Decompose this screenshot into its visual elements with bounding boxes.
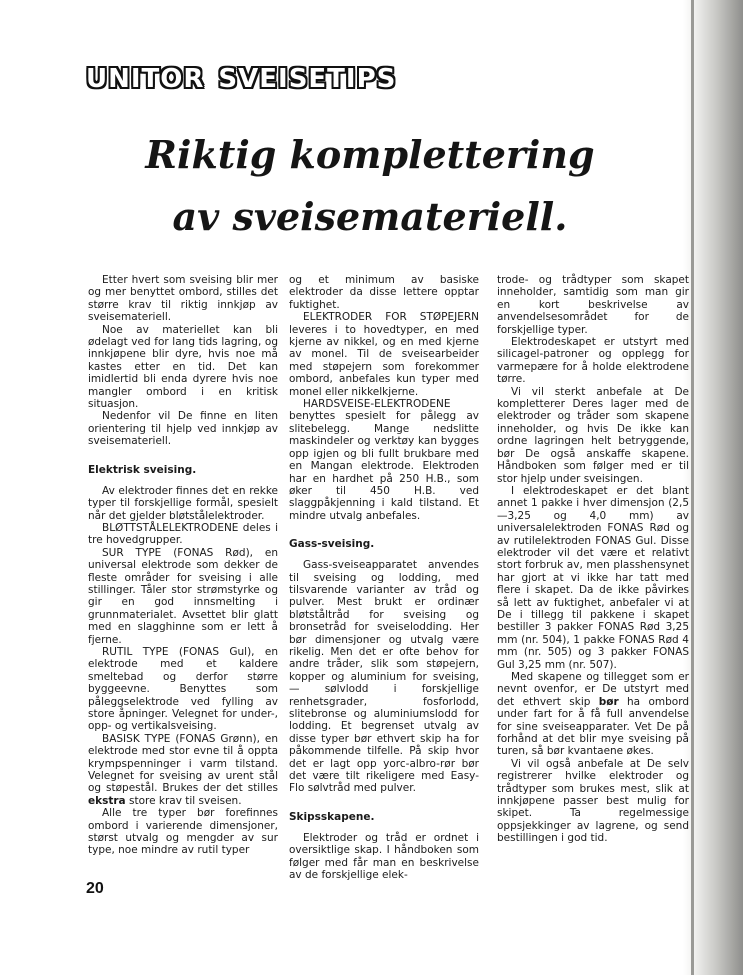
text-column-2 <box>289 274 479 881</box>
paragraph: Elektroder og tråd er ordnet i oversiktlige skap. I håndboken som følger med får man en beskrivelse av de forskjellige elek- <box>289 831 479 882</box>
paragraph: Etter hvert som sveising blir mer og mer benyttet ombord, stilles det større krav til riktig innkjøp av sveisemateriell. <box>88 274 278 324</box>
bold-text: bør <box>598 695 619 708</box>
paragraph: og et minimum av basiske elektroder da disse lettere opptar fuktighet. <box>289 274 479 311</box>
paragraph: Alle tre typer bør forefinnes ombord i varierende dimensjoner, størst utvalg og mengder av sur type, noe mindre av rutil typer <box>88 807 278 857</box>
series-kicker <box>86 64 410 94</box>
paragraph: SUR TYPE (FONAS Rød), en universal elektrode som dekker de fleste områder for sveising i alle stillinger. Tåler stor strømstyrke og gir en god innsmelting i grunnmaterialet. Avsettet blir glatt med en slagghinne som er lett å fjerne. <box>88 546 278 646</box>
paragraph: Av elektroder finnes det en rekke typer til forskjellige formål, spesielt når det gjelder bløtstålelektroder. <box>88 484 278 522</box>
text-run: ha ombord under fart for å få full anvendelse for sine sveiseapparater. Vet De på forhånd at det blir mye sveising på turen, så bør kvantaene økes. <box>497 695 689 758</box>
text-run: store krav til sveisen. <box>125 794 242 807</box>
section-heading: Elektrisk sveising. <box>88 463 197 476</box>
text-column-1 <box>88 274 278 857</box>
text-run: Med skapene og tillegget som er nevnt ovenfor, er De utstyrt med det ethvert skip <box>497 671 689 708</box>
paragraph: Nedenfor vil De finne en liten orientering til hjelp ved innkjøp av sveisemateriell. <box>88 410 278 448</box>
article-title-line-1: Riktig komplettering <box>145 132 595 177</box>
text-column-3 <box>497 274 689 845</box>
kicker-brand: UNITOR <box>86 64 205 94</box>
paragraph: Vi vil sterkt anbefale at De kompletterer Deres lager med de elektroder og tråder som skapene inneholder, og hvis De ikke kan ordne lagringen helt betryggende, bør De også anskaffe skapene. Håndboken som følger med er til stor hjelp under sveisingen. <box>497 385 689 485</box>
paragraph <box>497 671 689 758</box>
paragraph: HARDSVEISE-ELEKTRODENE benyttes spesielt for pålegg av slitebelegg. Mange nedslitte maskindeler og verktøy kan bygges opp igjen og bli fullt brukbare med en Mangan elektrode. Elektroden har en hardhet på 250 H.B., som øker til 450 H.B. ved slaggpåkjenning i kald tilstand. Et mindre utvalg anbefales. <box>289 398 479 522</box>
paragraph: Gass-sveiseapparatet anvendes til sveising og lodding, med tilsvarende varianter av tråd og pulver. Mest brukt er ordinær bløtståltråd for sveising og bronsetråd for sveiselodding. Her bør dimensjoner og utvalg være rikelig. Men det er ofte behov for andre tråder, slik som støpejern, kopper og aluminium for sveising, — sølvlodd i forskjellige renhetsgrader, fosforlodd, slitebronse og aluminiumslodd for lodding. Et begrenset utvalg av disse typer bør ethvert skip ha for påkommende tilfelle. På skip hvor det er lagt opp yorc-albro-rør bør det være tilt rikeligere med Easy-Flo sølvtråd med pulver. <box>289 559 479 795</box>
paragraph: BLØTTSTÅLELEKTRODENE deles i tre hovedgrupper. <box>88 521 278 547</box>
paragraph: trode- og trådtyper som skapet inneholder, samtidig som man gir en kort beskrivelse av anvendelsesområdet for de forskjellige typer. <box>497 274 689 336</box>
article-title-line-2: av sveisemateriell. <box>172 194 568 239</box>
paragraph: Vi vil også anbefale at De selv registrerer hvilke elektroder og trådtyper som brukes mest, slik at innkjøpene passer best mulig for skipet. Ta regelmessige oppsjekkinger av lagrene, og send bestillingen i god tid. <box>497 757 689 845</box>
paragraph: RUTIL TYPE (FONAS Gul), en elektrode med et kaldere smeltebad og derfor større byggeevne. Benyttes som påleggselektrode ved fylling av store åpninger. Velegnet for under-, opp- og vertikalsveising. <box>88 645 278 733</box>
kicker-topic: SVEISETIPS <box>218 64 397 94</box>
page-number: 20 <box>86 880 104 897</box>
section-heading: Gass-sveising. <box>289 538 375 551</box>
paragraph <box>88 733 278 807</box>
paragraph: I elektrodeskapet er det blant annet 1 pakke i hver dimensjon (2,5—3,25 og 4,0 mm) av universalelektroden FONAS Rød og av rutilelektroden FONAS Gul. Disse elektroder vil det være et relativt stort forbruk av, men plasshensynet har gjort at vi ikke har tatt med flere i skapet. Da de ikke påvirkes så lett av fuktighet, anbefaler vi at De i tillegg til pakkene i skapet bestiller 3 pakker FONAS Rød 3,25 mm (nr. 504), 1 pakke FONAS Rød 4 mm (nr. 505) og 3 pakker FONAS Gul 3,25 mm (nr. 507). <box>497 484 689 671</box>
bold-text: ekstra <box>88 794 126 807</box>
paragraph: ELEKTRODER FOR STØPEJERN leveres i to hovedtyper, en med kjerne av nikkel, og en med kjerne av monel. Til de sveisearbeider med støpejern som forekommer ombord, anbefales kun typer med monel eller nikkelkjerne. <box>289 311 479 398</box>
paragraph: Noe av materiellet kan bli ødelagt ved for lang tids lagring, og innkjøpene blir dyre, hvis noe må kastes etter en tid. Det kan imidlertid bli enda dyrere hvis noe mangler ombord i en kritisk situasjon. <box>88 323 278 411</box>
paragraph: Elektrodeskapet er utstyrt med silicagel-patroner og opplegg for varmepære for å holde elektrodene tørre. <box>497 336 689 386</box>
text-run: BASISK TYPE (FONAS Grønn), en elektrode med stor evne til å oppta krympspenninger i varm tilstand. Velegnet for sveising av urent stål og støpestål. Brukes der det stilles <box>88 732 278 795</box>
page-edge-shadow <box>683 0 743 975</box>
section-heading: Skipsskapene. <box>289 810 375 823</box>
